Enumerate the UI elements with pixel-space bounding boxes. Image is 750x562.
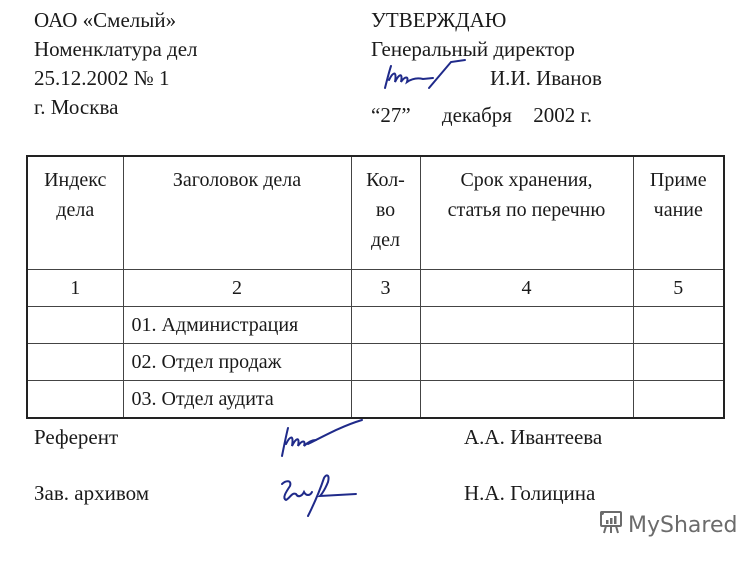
signer-name-archive-head: Н.А. Голицина (464, 481, 596, 505)
header-text: Индекс (44, 169, 107, 191)
header-text: дела (56, 199, 95, 221)
cell-note (633, 344, 724, 381)
document-date-number: 25.12.2002 № 1 (34, 66, 170, 90)
approval-stamp: УТВЕРЖДАЮ (371, 8, 507, 32)
myshared-watermark (598, 509, 737, 541)
cell-count (351, 344, 420, 381)
approval-block (371, 6, 602, 130)
column-number: 3 (351, 270, 420, 307)
approver-signature-row (371, 64, 602, 93)
organization-name: ОАО «Смелый» (34, 8, 177, 32)
table-row (27, 381, 724, 419)
signature-icon (272, 418, 367, 460)
approval-month: декабря (441, 103, 512, 127)
approval-day: “27” (371, 103, 411, 127)
cell-count (351, 307, 420, 344)
signature-icon (276, 470, 361, 518)
table-header-row (27, 156, 724, 270)
signer-position-referent: Референт (34, 425, 119, 449)
column-header-index (27, 156, 123, 270)
cell-title: 03. Отдел аудита (123, 381, 351, 419)
cell-title: 02. Отдел продаж (123, 344, 351, 381)
header-left (34, 6, 198, 122)
header-text: дел (370, 229, 401, 251)
table-row (27, 307, 724, 344)
nomenclature-table (26, 155, 725, 419)
cell-retention (420, 344, 633, 381)
cell-count (351, 381, 420, 419)
city: г. Москва (34, 95, 119, 119)
cell-title: 01. Администрация (123, 307, 351, 344)
presentation-chart-icon (598, 509, 624, 541)
header-text: статья по перечню (447, 199, 606, 221)
cell-retention (420, 307, 633, 344)
cell-index (27, 307, 123, 344)
column-number: 5 (633, 270, 724, 307)
column-number: 2 (123, 270, 351, 307)
watermark-text: MyShared (628, 512, 738, 538)
header-text: чание (653, 199, 703, 221)
column-header-retention (420, 156, 633, 270)
header-text: Заголовок дела (172, 169, 302, 191)
column-header-note (633, 156, 724, 270)
approver-name: И.И. Иванов (490, 66, 602, 90)
cell-note (633, 307, 724, 344)
approval-date (371, 101, 592, 130)
header-text: Приме (649, 169, 707, 191)
header-text: Кол- (366, 169, 405, 191)
cell-index (27, 381, 123, 419)
signer-position-archive-head: Зав. архивом (34, 481, 149, 505)
approval-year: 2002 г. (533, 103, 592, 127)
column-number-row (27, 270, 724, 307)
column-header-title (123, 156, 351, 270)
cell-retention (420, 381, 633, 419)
table-row (27, 344, 724, 381)
column-header-count (351, 156, 420, 270)
cell-note (633, 381, 724, 419)
column-number: 4 (420, 270, 633, 307)
signature-icon (379, 58, 471, 96)
signer-name-referent: А.А. Ивантеева (464, 425, 603, 449)
header-text: Срок хранения, (460, 169, 593, 191)
cell-index (27, 344, 123, 381)
header-text: во (375, 199, 396, 221)
column-number: 1 (27, 270, 123, 307)
document-type: Номенклатура дел (34, 37, 198, 61)
approver-position: Генеральный директор (371, 37, 575, 61)
